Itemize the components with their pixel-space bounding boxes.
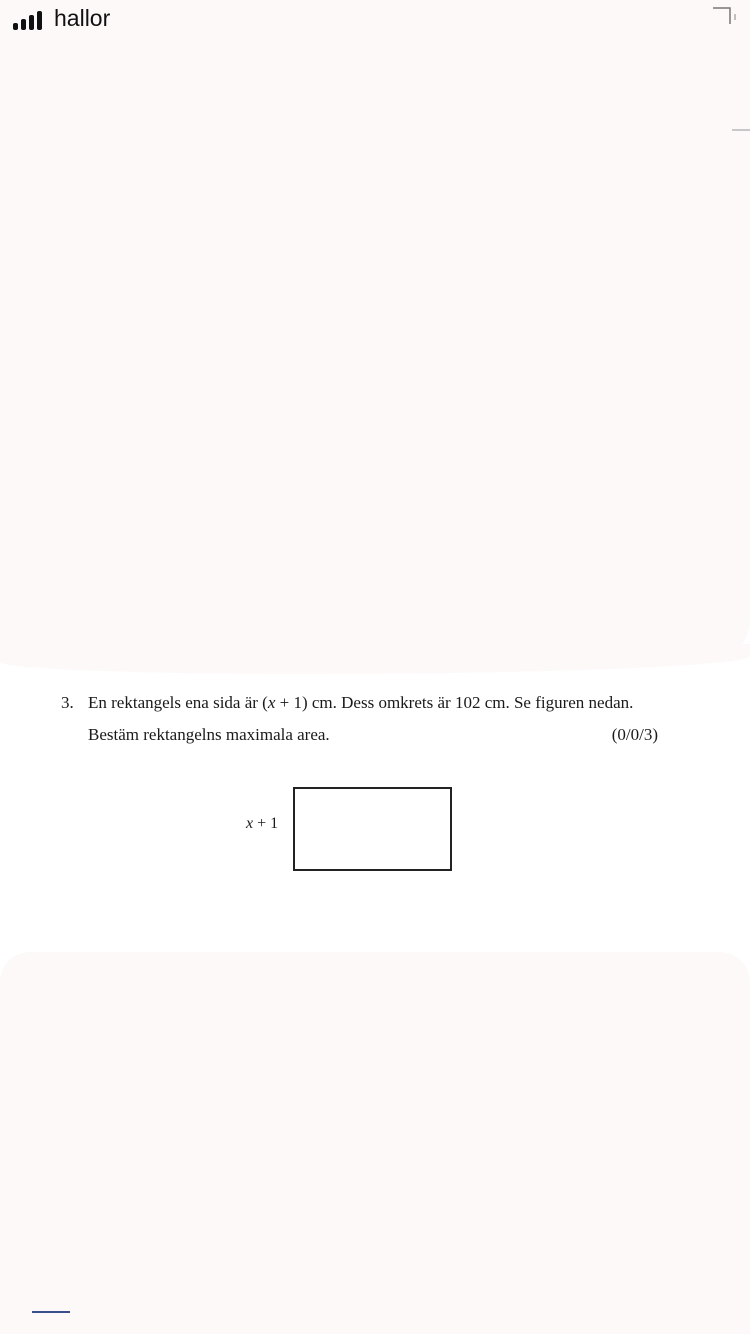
rectangle-figure: [293, 787, 452, 871]
question-text-line-2: Bestäm rektangelns maximala area.: [88, 725, 330, 744]
carrier-name: hallor: [54, 5, 111, 31]
math-expression: + 1): [275, 693, 308, 712]
question-text-line-1: [88, 693, 633, 713]
label-variable: x: [246, 815, 254, 832]
math-variable: x: [267, 693, 276, 712]
scroll-edge-mark: [732, 129, 750, 131]
rectangle-side-label: [246, 815, 278, 833]
redacted-region-top: [0, 0, 750, 660]
bottom-edge-mark: [32, 1311, 70, 1313]
redacted-region-bottom: [0, 952, 750, 1334]
corner-arrow-icon: [712, 6, 738, 26]
question-number: 3.: [61, 693, 74, 712]
status-bar: [0, 0, 750, 44]
signal-bars-icon: [13, 10, 42, 30]
question-text-prefix: En rektangels ena sida är (: [88, 693, 268, 712]
question-points: (0/0/3): [611, 725, 658, 744]
question-text-suffix: cm. Dess omkrets är 102 cm. Se figuren nedan.: [307, 693, 634, 712]
label-rest: + 1: [253, 815, 279, 832]
